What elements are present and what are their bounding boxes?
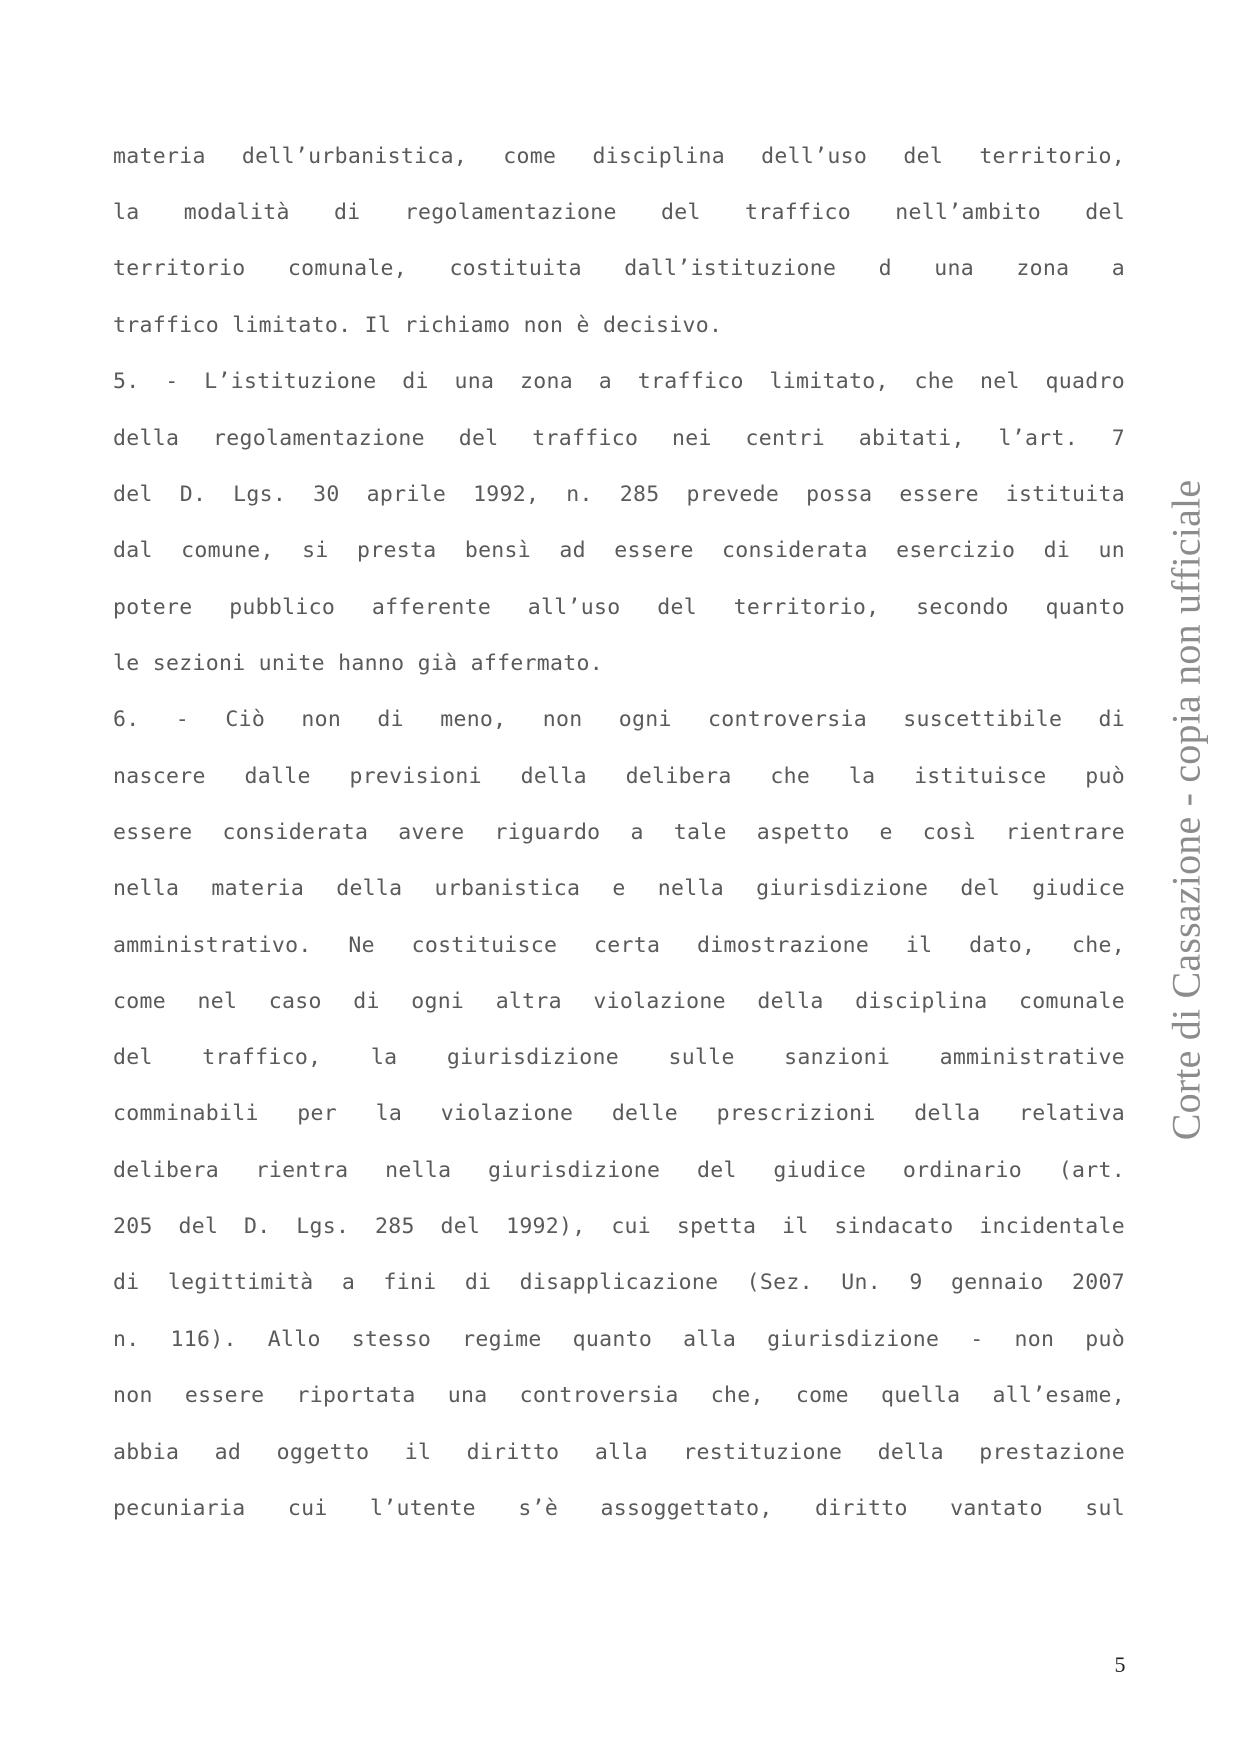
text-line: abbia ad oggetto il diritto alla restituzione della prestazione: [113, 1440, 1125, 1465]
text-line: delibera rientra nella giurisdizione del giudice ordinario (art.: [113, 1158, 1125, 1183]
text-line: 6. - Ciò non di meno, non ogni controversia suscettibile di: [113, 707, 1125, 732]
text-line: essere considerata avere riguardo a tale aspetto e così rientrare: [113, 820, 1125, 845]
watermark-text: Corte di Cassazione - copia non ufficiale: [1163, 479, 1209, 1141]
text-line: dal comune, si presta bensì ad essere considerata esercizio di un: [113, 538, 1125, 563]
text-line: di legittimità a fini di disapplicazione (Sez. Un. 9 gennaio 2007: [113, 1270, 1125, 1295]
text-line: 205 del D. Lgs. 285 del 1992), cui spetta il sindacato incidentale: [113, 1214, 1125, 1239]
text-line: nella materia della urbanistica e nella giurisdizione del giudice: [113, 876, 1125, 901]
text-line: del D. Lgs. 30 aprile 1992, n. 285 prevede possa essere istituita: [113, 482, 1125, 507]
text-line: 5. - L’istituzione di una zona a traffico limitato, che nel quadro: [113, 369, 1125, 394]
text-line: potere pubblico afferente all’uso del territorio, secondo quanto: [113, 595, 1125, 620]
text-line: pecuniaria cui l’utente s’è assoggettato, diritto vantato sul: [113, 1496, 1125, 1521]
text-line: le sezioni unite hanno già affermato.: [113, 651, 604, 676]
text-line: materia dell’urbanistica, come disciplina dell’uso del territorio,: [113, 144, 1125, 169]
text-line: della regolamentazione del traffico nei centri abitati, l’art. 7: [113, 426, 1125, 451]
text-line: n. 116). Allo stesso regime quanto alla giurisdizione - non può: [113, 1327, 1125, 1352]
text-line: la modalità di regolamentazione del traffico nell’ambito del: [113, 200, 1125, 225]
text-line: traffico limitato. Il richiamo non è decisivo.: [113, 313, 723, 338]
text-line: nascere dalle previsioni della delibera che la istituisce può: [113, 764, 1125, 789]
page-number: 5: [1114, 1652, 1126, 1677]
text-line: territorio comunale, costituita dall’istituzione d una zona a: [113, 256, 1125, 281]
text-line: non essere riportata una controversia che, come quella all’esame,: [113, 1383, 1125, 1408]
text-line: come nel caso di ogni altra violazione della disciplina comunale: [113, 989, 1125, 1014]
text-line: amministrativo. Ne costituisce certa dimostrazione il dato, che,: [113, 933, 1125, 958]
text-line: del traffico, la giurisdizione sulle sanzioni amministrative: [113, 1045, 1125, 1070]
text-line: comminabili per la violazione delle prescrizioni della relativa: [113, 1101, 1125, 1126]
